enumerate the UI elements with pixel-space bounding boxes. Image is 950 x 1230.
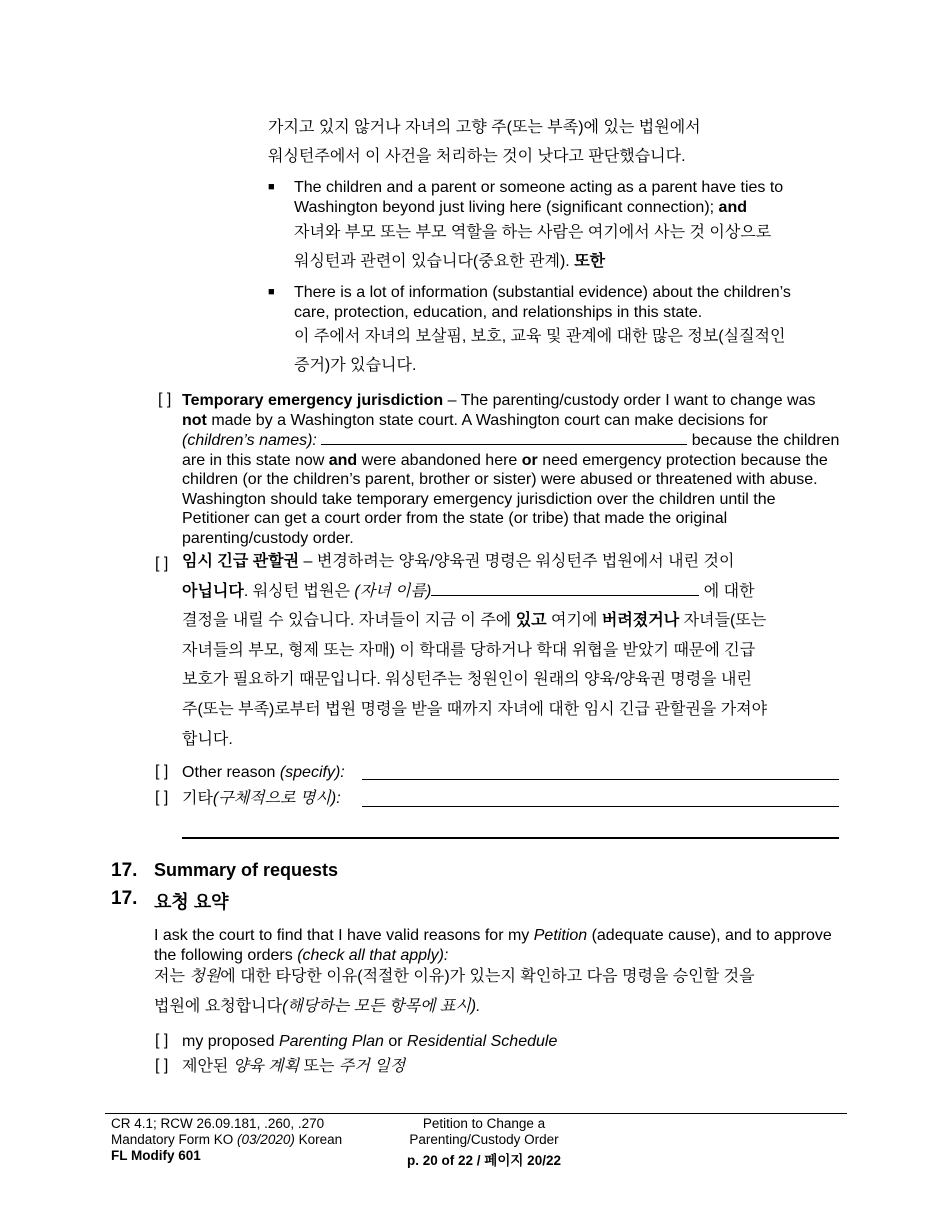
temporary-ko-line-5: 보호가 필요하기 때문입니다. 워싱턴주는 청원인이 원래의 양육/양육권 명령을 내린 (182, 671, 752, 688)
temporary-ko-line-7: 합니다. (182, 731, 233, 748)
parenting-plan-checkbox[interactable]: [ ] (155, 1032, 169, 1049)
temporary-ko-line-1: 임시 긴급 관할권 – 변경하려는 양육/양육권 명령은 워싱턴주 법원에서 내린 것이 (182, 553, 735, 570)
parenting-plan-ko-checkbox[interactable]: [ ] (155, 1057, 169, 1074)
bullet-marker: ■ (268, 286, 275, 298)
temporary-ko-line-6: 주(또는 부족)로부터 법원 명령을 받을 때까지 자녀에 대한 임시 긴급 관할권을 가져야 (182, 701, 768, 718)
parenting-plan-label: my proposed Parenting Plan or Residential Schedule (182, 1033, 558, 1050)
other-reason-ko-checkbox[interactable]: [ ] (155, 789, 169, 806)
footer-form-id: Mandatory Form KO (03/2020) Korean (111, 1132, 343, 1147)
temporary-ko-line-3: 결정을 내릴 수 있습니다. 자녀들이 지금 이 주에 있고 여기에 버려졌거나 자녀들(또는 (182, 612, 767, 629)
footer-doc-title-1: Petition to Change a (422, 1116, 546, 1131)
section-17-paragraph-ko-line-2: 법원에 요청합니다(해당하는 모든 항목에 표시). (154, 998, 481, 1015)
footer-page-number: p. 20 of 22 / 페이지 20/22 (407, 1153, 561, 1168)
footer-doc-title-2: Parenting/Custody Order (409, 1132, 559, 1147)
section-17-number: 17. (111, 860, 138, 881)
bullet-2-ko-line-1: 이 주에서 자녀의 보살핌, 보호, 교육 및 관계에 대한 많은 정보(실질적인 (294, 328, 786, 345)
other-reason-ko-field[interactable] (362, 806, 839, 807)
top-ko-line-2: 워싱턴주에서 이 사건을 처리하는 것이 낫다고 판단했습니다. (268, 148, 686, 165)
other-reason-ko-label: 기타(구체적으로 명시): (182, 790, 341, 807)
bullet-marker: ■ (268, 181, 275, 193)
top-ko-line-1: 가지고 있지 않거나 자녀의 고향 주(또는 부족)에 있는 법원에서 (268, 119, 701, 136)
children-names-field[interactable] (321, 430, 687, 445)
other-reason-checkbox[interactable]: [ ] (155, 763, 169, 780)
temporary-ko-line-4: 자녀들의 부모, 형제 또는 자매) 이 학대를 당하거나 학대 위협을 받았기 때문에 긴급 (182, 642, 756, 659)
other-reason-extra-line[interactable] (182, 837, 839, 839)
temporary-jurisdiction-ko-checkbox[interactable]: [ ] (155, 555, 169, 572)
temporary-jurisdiction-en: Temporary emergency jurisdiction – The parenting/custody order I want to change was not made by a Washington state court. A Washington court can make decisions for (children’s names): because the children are in this state now and were abandoned here or need emergency protection because the children (or the children’s parent, brother or sister) were abused or threatened with abuse. Washington should take temporary emergency jurisdiction over the children until the Petitioner can get a court order from the state (or tribe) that made the original parenting/custody order. (182, 392, 840, 547)
bullet-2-en: There is a lot of information (substantial evidence) about the children’s care, protection, education, and relationships in this state. (294, 284, 791, 321)
footer-form-number: FL Modify 601 (111, 1148, 201, 1163)
children-names-ko-field[interactable] (431, 581, 699, 596)
section-17-number-ko: 17. (111, 888, 138, 909)
footer-left (111, 1116, 342, 1164)
bullet-1-en: The children and a parent or someone acting as a parent have ties to Washington beyond just living here (significant connection); and (294, 179, 784, 216)
other-reason-field[interactable] (362, 779, 839, 780)
section-17-paragraph-ko-line-1: 저는 청원에 대한 타당한 이유(적절한 이유)가 있는지 확인하고 다음 명령을 승인할 것을 (154, 968, 755, 985)
temporary-jurisdiction-checkbox[interactable]: [ ] (158, 391, 172, 408)
temporary-ko-line-2: 아닙니다. 워싱턴 법원은 (자녀 이름) 에 대한 (182, 583, 755, 600)
section-17-paragraph-en: I ask the court to find that I have valid reasons for my Petition (adequate cause), and to approve the following orders (check all that apply): (154, 927, 832, 964)
section-17-title-ko: 요청 요약 (154, 892, 229, 912)
section-17-title-en: Summary of requests (154, 860, 339, 880)
footer-rule-citation: CR 4.1; RCW 26.09.181, .260, .270 (111, 1116, 325, 1131)
bullet-2-ko-line-2: 증거)가 있습니다. (294, 357, 417, 374)
bullet-1-ko-line-2: 워싱턴과 관련이 있습니다(중요한 관계). 또한 (294, 253, 606, 270)
footer-center (384, 1116, 584, 1169)
footer-rule (105, 1113, 847, 1114)
other-reason-label: Other reason (specify): (182, 764, 345, 781)
bullet-1-ko-line-1: 자녀와 부모 또는 부모 역할을 하는 사람은 여기에서 사는 것 이상으로 (294, 224, 772, 241)
parenting-plan-ko-label: 제안된 양육 계획 또는 주거 일정 (182, 1058, 406, 1075)
